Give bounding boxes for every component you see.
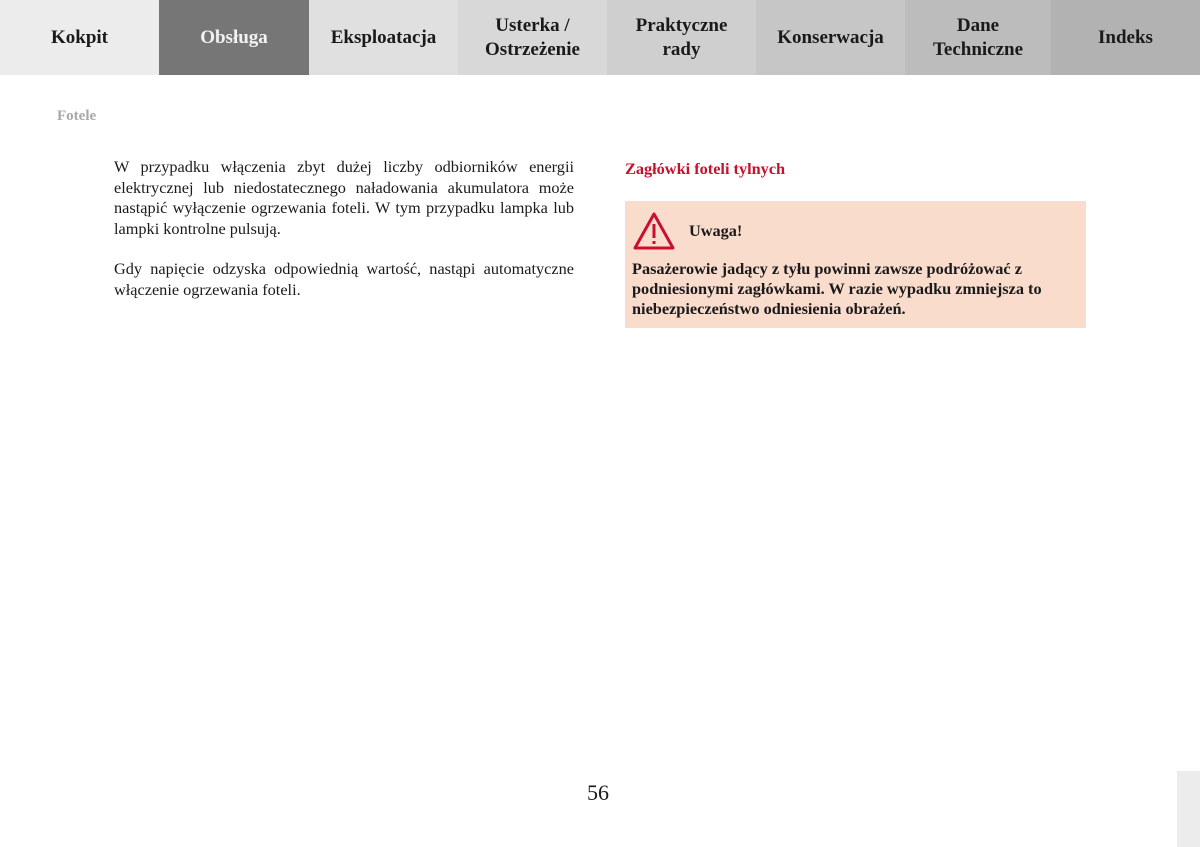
tab-kokpit[interactable] [0,0,159,75]
tab-dane-techniczne[interactable] [905,0,1051,75]
left-column-text [114,157,574,321]
paragraph: W przypadku włączenia zbyt dużej liczby odbiorników energii elektrycznej lub niedostatecznego naładowania akumulatora może nastąpić wyłączenie ogrzewania foteli. W tym przypadku lampka lub lampki kontrolne pulsują. [114,157,574,238]
warning-title: Uwaga! [689,221,743,240]
paragraph: Gdy napięcie odzyska odpowiednią wartość, nastąpi automatyczne włączenie ogrzewania foteli. [114,259,574,299]
tab-label: Kokpit [50,26,109,48]
tab-praktyczne-rady[interactable] [607,0,756,75]
tab-label: Eksploatacja [330,26,437,48]
chapter-tabs [0,0,1200,75]
warning-box [625,201,1086,328]
warning-text: Pasażerowie jadący z tyłu powinni zawsze podróżować z podniesionymi zagłówkami. W razie wypadku zmniejsza to niebezpieczeństwo odniesienia obrażeń. [632,259,1042,318]
tab-label: Dane Techniczne [932,14,1024,60]
tab-label: Praktyczne rady [635,14,728,60]
page-number: 56 [587,780,609,805]
warning-header [632,211,1079,251]
section-label: Fotele [57,108,97,124]
tab-eksploatacja[interactable] [309,0,458,75]
tab-label: Usterka / Ostrzeżenie [485,14,580,60]
tab-obsluga[interactable] [159,0,309,75]
tab-usterka-ostrzezenie[interactable] [458,0,607,75]
tab-label: Obsługa [200,26,268,48]
warning-triangle-icon [632,211,676,251]
tab-konserwacja[interactable] [756,0,905,75]
subheading: Zagłówki foteli tylnych [625,159,786,178]
tab-label: Indeks [1098,26,1153,48]
tab-label: Konserwacja [777,26,884,48]
tab-indeks[interactable] [1051,0,1200,75]
page-edge-marker [1177,771,1200,847]
